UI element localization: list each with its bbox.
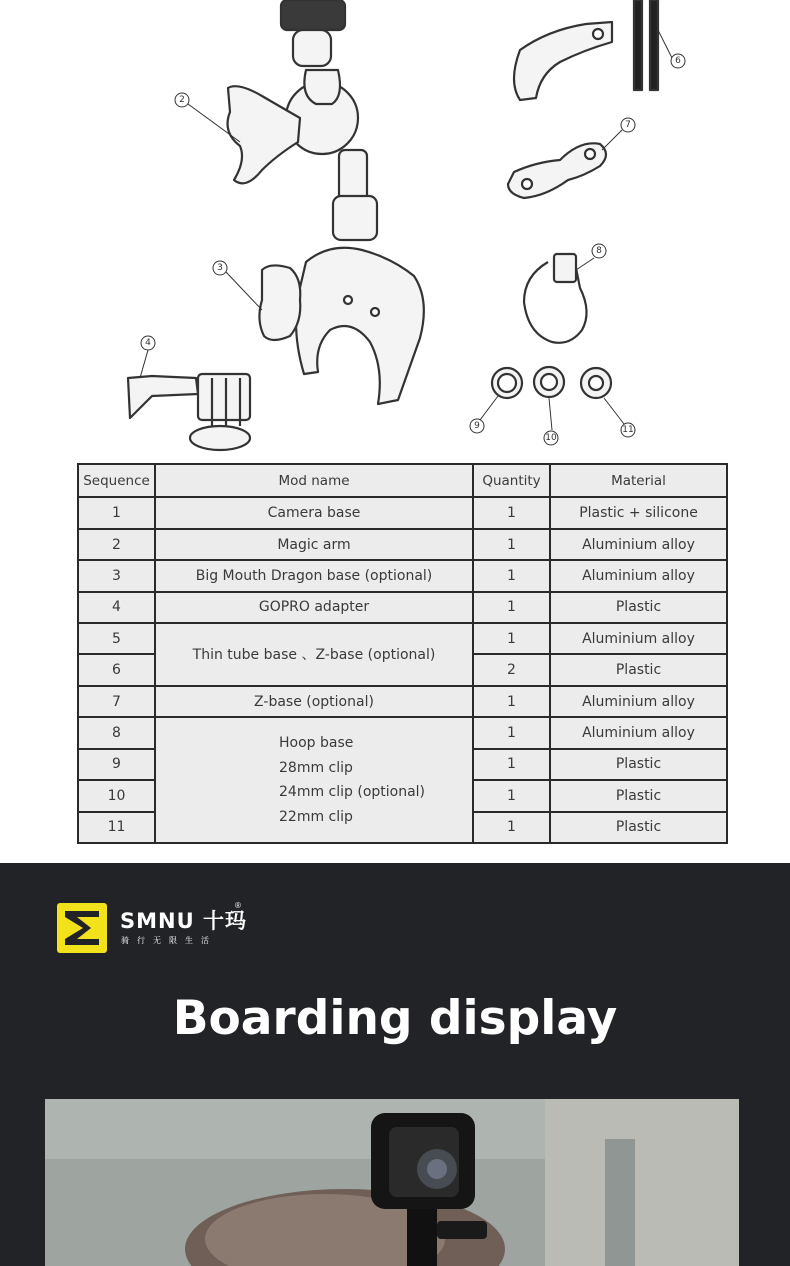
callout-6: 6	[675, 56, 681, 66]
cell-material: Aluminium alloy	[550, 623, 727, 654]
cell-material: Aluminium alloy	[550, 686, 727, 717]
clip-28mm	[492, 368, 522, 398]
cell-name: 28mm clip	[279, 759, 353, 776]
callout-11: 11	[622, 425, 634, 435]
cell-name: Big Mouth Dragon base (optional)	[155, 560, 473, 591]
cell-qty: 1	[473, 592, 550, 623]
cell-material: Plastic	[550, 780, 727, 811]
logo-mark-icon	[57, 903, 107, 953]
section-title: Boarding display	[172, 991, 618, 1046]
cell-qty: 1	[473, 623, 550, 654]
table-header-row	[78, 464, 727, 497]
cell-material: Aluminium alloy	[550, 529, 727, 560]
table-row	[78, 529, 727, 560]
cell-seq: 8	[78, 717, 155, 748]
header-mod-name: Mod name	[155, 464, 473, 497]
callout-3: 3	[217, 263, 223, 273]
cell-qty: 1	[473, 529, 550, 560]
cell-material: Aluminium alloy	[550, 560, 727, 591]
cell-material: Plastic	[550, 592, 727, 623]
callout-10: 10	[545, 433, 557, 443]
callout-8: 8	[596, 246, 602, 256]
clip-22mm	[581, 368, 611, 398]
brand-name: SMNU 十玛	[120, 909, 247, 933]
cell-qty: 2	[473, 654, 550, 685]
table-row	[78, 560, 727, 591]
rubber-strap	[634, 0, 658, 90]
cell-qty: 1	[473, 560, 550, 591]
parts-table	[77, 463, 728, 844]
cell-material: Aluminium alloy	[550, 717, 727, 748]
cell-material: Plastic	[550, 812, 727, 844]
magic-arm	[228, 70, 377, 240]
cell-seq: 1	[78, 497, 155, 528]
cell-seq: 9	[78, 749, 155, 780]
cell-name: Thin tube base 、Z-base (optional)	[155, 623, 473, 686]
cell-seq: 4	[78, 592, 155, 623]
cell-name-group	[155, 717, 473, 843]
brand-logo	[57, 903, 257, 955]
table-row	[78, 623, 727, 654]
header-material: Material	[550, 464, 727, 497]
cell-qty: 1	[473, 717, 550, 748]
callout-7: 7	[625, 120, 631, 130]
table-row	[78, 686, 727, 717]
callout-9: 9	[474, 421, 480, 431]
table-row	[78, 717, 727, 748]
cell-seq: 5	[78, 623, 155, 654]
thin-tube-base	[514, 22, 612, 100]
hoop-base	[524, 254, 587, 343]
cell-material: Plastic	[550, 749, 727, 780]
cell-seq: 7	[78, 686, 155, 717]
table-row	[78, 592, 727, 623]
cell-qty: 1	[473, 749, 550, 780]
parts-diagram	[0, 0, 790, 462]
product-photo	[45, 1099, 739, 1266]
cell-seq: 11	[78, 812, 155, 844]
cell-material: Plastic + silicone	[550, 497, 727, 528]
cell-qty: 1	[473, 812, 550, 844]
big-mouth-dragon-base	[259, 248, 423, 404]
cell-qty: 1	[473, 780, 550, 811]
cell-name: 22mm clip	[279, 808, 353, 825]
cell-seq: 3	[78, 560, 155, 591]
cell-name: Z-base (optional)	[155, 686, 473, 717]
cell-name: Hoop base	[279, 735, 354, 752]
clip-24mm	[534, 367, 564, 397]
callout-2: 2	[179, 95, 185, 105]
action-camera-mounted-photo	[45, 1099, 739, 1266]
callout-4: 4	[145, 338, 151, 348]
boarding-display-section	[0, 863, 790, 1266]
z-base	[508, 143, 606, 198]
cell-qty: 1	[473, 497, 550, 528]
cell-name: 24mm clip (optional)	[279, 784, 426, 801]
cell-name: GOPRO adapter	[155, 592, 473, 623]
cell-qty: 1	[473, 686, 550, 717]
cell-name: Camera base	[155, 497, 473, 528]
registered-mark: ®	[235, 901, 241, 910]
gopro-adapter	[128, 374, 250, 450]
table-row	[78, 497, 727, 528]
header-quantity: Quantity	[473, 464, 550, 497]
cell-seq: 6	[78, 654, 155, 685]
cell-material: Plastic	[550, 654, 727, 685]
header-sequence: Sequence	[78, 464, 155, 497]
cell-name: Magic arm	[155, 529, 473, 560]
camera-base-knob	[281, 0, 345, 66]
brand-tagline: 骑行无限生活	[121, 936, 217, 945]
cell-seq: 10	[78, 780, 155, 811]
cell-seq: 2	[78, 529, 155, 560]
